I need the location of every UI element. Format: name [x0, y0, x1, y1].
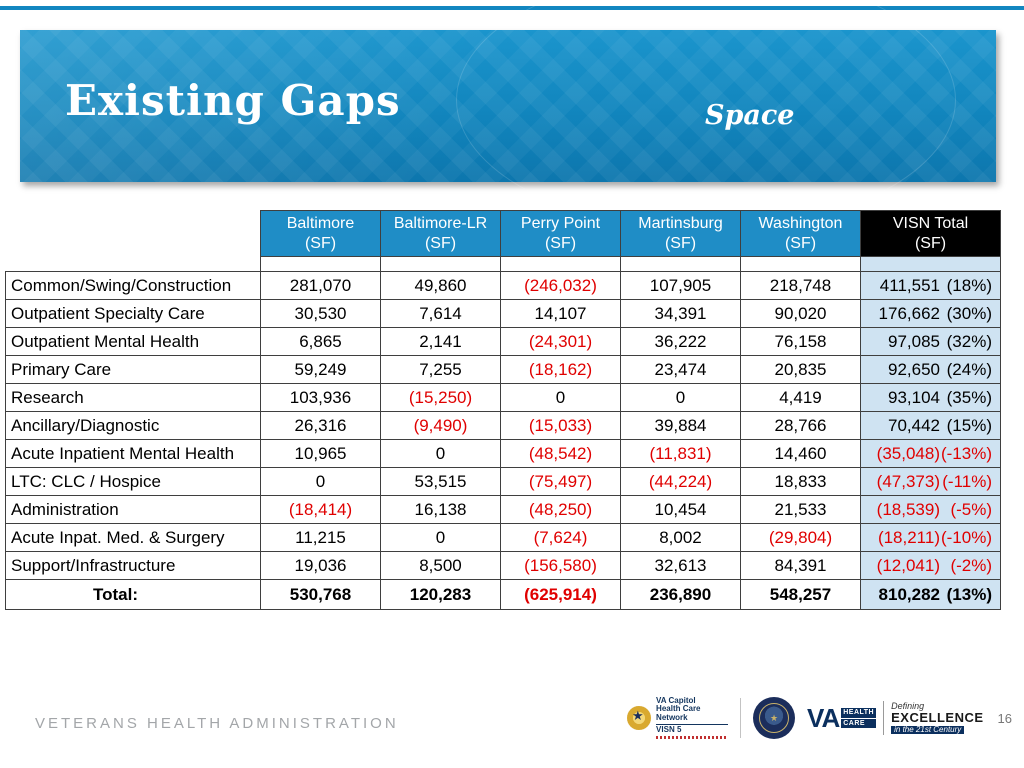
visn-total-cell	[861, 580, 1001, 610]
value-cell: 10,454	[621, 496, 741, 524]
row-label: Total:	[6, 580, 261, 610]
visn5-logo-text	[656, 697, 728, 740]
column-name: Baltimore-LR	[393, 214, 488, 232]
column-name: VISN Total	[892, 214, 969, 232]
column-header-baltimore	[261, 211, 381, 257]
va-logo-tagline	[891, 702, 983, 735]
value-cell: 76,158	[741, 328, 861, 356]
value-cell: 11,215	[261, 524, 381, 552]
value-cell: 4,419	[741, 384, 861, 412]
value-cell: 530,768	[261, 580, 381, 610]
table-row	[6, 440, 1001, 468]
row-label: Acute Inpat. Med. & Surgery	[6, 524, 261, 552]
value-cell: 90,020	[741, 300, 861, 328]
title-banner	[20, 30, 996, 182]
visn-total-cell	[861, 496, 1001, 524]
value-cell: 7,255	[381, 356, 501, 384]
column-unit: (SF)	[424, 234, 457, 252]
visn-total-pct: (-13%)	[940, 443, 992, 463]
visn-total-value: 176,662	[878, 303, 940, 323]
va-logo-divider	[883, 701, 884, 735]
value-cell: 39,884	[621, 412, 741, 440]
row-label: Acute Inpatient Mental Health	[6, 440, 261, 468]
value-cell: 107,905	[621, 272, 741, 300]
visn5-microtext-decoration	[656, 736, 728, 739]
value-cell: 34,391	[621, 300, 741, 328]
visn-total-pct: (24%)	[946, 359, 992, 379]
value-cell: 26,316	[261, 412, 381, 440]
visn-total-pct: (30%)	[946, 303, 992, 323]
value-cell: (24,301)	[501, 328, 621, 356]
visn-total-cell	[861, 356, 1001, 384]
visn-total-cell	[861, 272, 1001, 300]
row-label: Research	[6, 384, 261, 412]
visn-total-value: (47,373)	[876, 471, 940, 491]
table-row	[6, 468, 1001, 496]
value-cell: 14,460	[741, 440, 861, 468]
value-cell: 0	[261, 468, 381, 496]
value-cell: 59,249	[261, 356, 381, 384]
gaps-table	[5, 210, 1001, 610]
visn-total-value: (12,041)	[876, 555, 940, 575]
corner-cell	[6, 211, 261, 257]
row-label: LTC: CLC / Hospice	[6, 468, 261, 496]
va-seal-inner: ★	[759, 703, 789, 733]
visn5-line2: Health Care	[656, 704, 701, 714]
value-cell: 10,965	[261, 440, 381, 468]
visn-total-pct: (-11%)	[942, 471, 992, 491]
visn-total-cell	[861, 468, 1001, 496]
row-label: Administration	[6, 496, 261, 524]
visn-total-pct: (35%)	[946, 387, 992, 407]
value-cell: (44,224)	[621, 468, 741, 496]
table-row	[6, 412, 1001, 440]
column-name: Baltimore	[286, 214, 355, 232]
visn-total-value: (35,048)	[876, 443, 940, 463]
spacer-cell	[501, 257, 621, 272]
table-header-row	[6, 211, 1001, 257]
page-number: 16	[997, 710, 1012, 726]
visn5-line3: Network	[656, 712, 688, 722]
column-header-visn-total	[861, 211, 1001, 257]
value-cell: 218,748	[741, 272, 861, 300]
value-cell: (156,580)	[501, 552, 621, 580]
va-tagline-excellence: EXCELLENCE	[891, 710, 984, 726]
value-cell: (29,804)	[741, 524, 861, 552]
column-unit: (SF)	[784, 234, 817, 252]
value-cell: 8,500	[381, 552, 501, 580]
spacer-cell	[621, 257, 741, 272]
spacer-cell	[381, 257, 501, 272]
va-logo-stack	[841, 708, 876, 728]
va-tagline-century: in the 21st Century	[891, 726, 964, 735]
va-logo-care: CARE	[841, 719, 876, 729]
value-cell: (11,831)	[621, 440, 741, 468]
value-cell: 2,141	[381, 328, 501, 356]
value-cell: 0	[501, 384, 621, 412]
row-label: Common/Swing/Construction	[6, 272, 261, 300]
table-row	[6, 300, 1001, 328]
value-cell: 236,890	[621, 580, 741, 610]
value-cell: (15,033)	[501, 412, 621, 440]
visn-total-pct: (-5%)	[950, 499, 992, 519]
value-cell: (9,490)	[381, 412, 501, 440]
visn5-star-icon	[627, 706, 651, 730]
table-row	[6, 496, 1001, 524]
visn5-logo	[627, 697, 728, 740]
value-cell: (48,542)	[501, 440, 621, 468]
column-header-martinsburg	[621, 211, 741, 257]
value-cell: 30,530	[261, 300, 381, 328]
visn-total-value: (18,211)	[877, 527, 940, 547]
value-cell: (15,250)	[381, 384, 501, 412]
table-row	[6, 328, 1001, 356]
row-label: Outpatient Mental Health	[6, 328, 261, 356]
table-total-row	[6, 580, 1001, 610]
visn-total-pct: (-2%)	[950, 555, 992, 575]
visn-total-value: 93,104	[888, 387, 940, 407]
value-cell: (246,032)	[501, 272, 621, 300]
visn-total-pct: (32%)	[946, 331, 992, 351]
value-cell: 84,391	[741, 552, 861, 580]
value-cell: 36,222	[621, 328, 741, 356]
spacer-visn-cell	[861, 257, 1001, 272]
value-cell: 7,614	[381, 300, 501, 328]
value-cell: (18,162)	[501, 356, 621, 384]
visn-total-cell	[861, 384, 1001, 412]
slide-subtitle: Space	[705, 100, 795, 131]
value-cell: (625,914)	[501, 580, 621, 610]
va-tagline-defining: Defining	[891, 700, 925, 711]
table-body	[6, 257, 1001, 610]
value-cell: 49,860	[381, 272, 501, 300]
visn-total-cell	[861, 328, 1001, 356]
value-cell: 16,138	[381, 496, 501, 524]
spacer-cell	[261, 257, 381, 272]
value-cell: 281,070	[261, 272, 381, 300]
value-cell: 20,835	[741, 356, 861, 384]
column-header-perry-point	[501, 211, 621, 257]
footer-divider	[740, 698, 741, 738]
value-cell: 28,766	[741, 412, 861, 440]
visn-total-value: 810,282	[878, 584, 940, 604]
visn-total-pct: (15%)	[946, 415, 992, 435]
va-healthcare-logo	[807, 701, 983, 735]
value-cell: (18,414)	[261, 496, 381, 524]
visn-total-pct: (18%)	[946, 275, 992, 295]
column-header-washington	[741, 211, 861, 257]
row-label: Support/Infrastructure	[6, 552, 261, 580]
row-label: Primary Care	[6, 356, 261, 384]
visn-total-value: 411,551	[879, 275, 940, 295]
column-unit: (SF)	[664, 234, 697, 252]
table-row	[6, 552, 1001, 580]
value-cell: 8,002	[621, 524, 741, 552]
row-label: Outpatient Specialty Care	[6, 300, 261, 328]
spacer-label-cell	[6, 257, 261, 272]
va-logo-health: HEALTH	[843, 708, 875, 716]
footer-org: VETERANS HEALTH ADMINISTRATION	[35, 715, 399, 732]
spacer-cell	[741, 257, 861, 272]
table-row	[6, 356, 1001, 384]
value-cell: 32,613	[621, 552, 741, 580]
value-cell: (7,624)	[501, 524, 621, 552]
column-unit: (SF)	[544, 234, 577, 252]
visn-total-pct: (13%)	[946, 584, 992, 604]
visn-total-pct: (-10%)	[940, 527, 992, 547]
value-cell: 14,107	[501, 300, 621, 328]
footer-logos	[627, 692, 1012, 744]
visn-total-cell	[861, 412, 1001, 440]
visn-total-cell	[861, 440, 1001, 468]
column-name: Perry Point	[520, 214, 601, 232]
va-seal-logo	[753, 697, 795, 739]
value-cell: 23,474	[621, 356, 741, 384]
value-cell: 0	[381, 440, 501, 468]
table-spacer-row	[6, 257, 1001, 272]
visn-total-cell	[861, 524, 1001, 552]
value-cell: 53,515	[381, 468, 501, 496]
visn-total-value: 92,650	[888, 359, 940, 379]
visn-total-value: (18,539)	[876, 499, 940, 519]
visn-total-cell	[861, 552, 1001, 580]
row-label: Ancillary/Diagnostic	[6, 412, 261, 440]
column-unit: (SF)	[304, 234, 337, 252]
value-cell: 548,257	[741, 580, 861, 610]
visn-total-cell	[861, 300, 1001, 328]
value-cell: 21,533	[741, 496, 861, 524]
column-header-baltimore-lr	[381, 211, 501, 257]
column-name: Washington	[758, 214, 843, 232]
visn5-line1: VA Capitol	[656, 695, 696, 705]
value-cell: 0	[621, 384, 741, 412]
value-cell: (75,497)	[501, 468, 621, 496]
visn-total-value: 97,085	[888, 331, 940, 351]
visn5-line4: VISN 5	[656, 724, 728, 734]
column-name: Martinsburg	[638, 214, 723, 232]
value-cell: 6,865	[261, 328, 381, 356]
table-row	[6, 524, 1001, 552]
visn-total-value: 70,442	[888, 415, 940, 435]
va-logo-letters: VA	[807, 703, 840, 733]
value-cell: 0	[381, 524, 501, 552]
value-cell: 120,283	[381, 580, 501, 610]
table-row	[6, 384, 1001, 412]
value-cell: 103,936	[261, 384, 381, 412]
value-cell: 18,833	[741, 468, 861, 496]
value-cell: 19,036	[261, 552, 381, 580]
column-unit: (SF)	[914, 234, 947, 252]
table-row	[6, 272, 1001, 300]
value-cell: (48,250)	[501, 496, 621, 524]
slide-title: Existing Gaps	[65, 76, 401, 125]
